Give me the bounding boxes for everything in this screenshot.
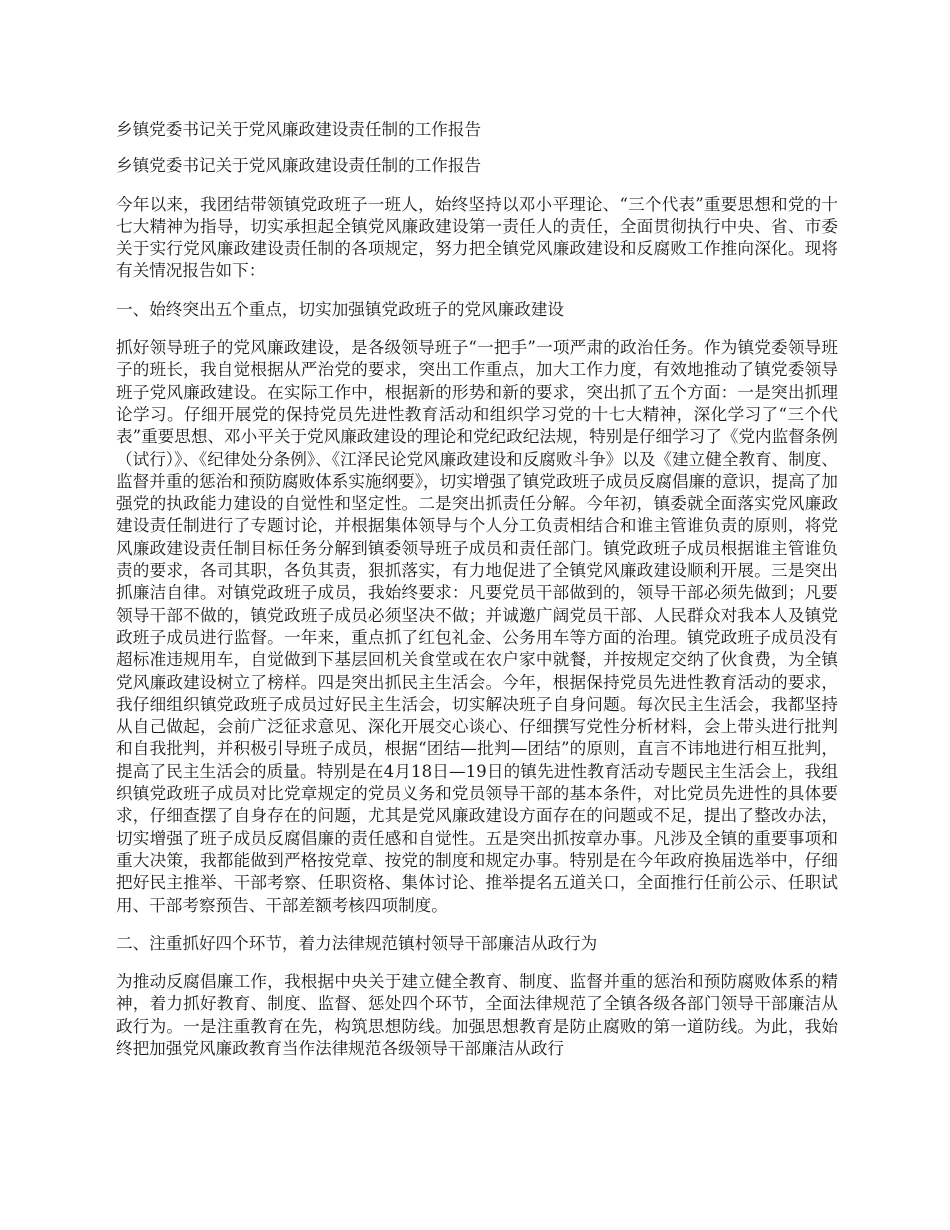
section-1-paragraph: 抓好领导班子的党风廉政建设，是各级领导班子“一把手”一项严肃的政治任务。作为镇党委领导班子的班长，我自觉根据从严治党的要求，突出工作重点，加大工作力度，有效地推动了镇党委领导班子党风廉政建设。在实际工作中，根据新的形势和新的要求，突出抓了五个方面：一是突出抓理论学习。仔细开展党的保持党员先进性教育活动和组织学习党的十七大精神，深化学习了“三个代表”重要思想、邓小平关于党风廉政建设的理论和党纪政纪法规，特别是仔细学习了《党内监督条例（试行）》、《纪律处分条例》、《江泽民论党风廉政建设和反腐败斗争》以及《建立健全教育、制度、监督并重的惩治和预防腐败体系实施纲要》，切实增强了镇党政班子成员反腐倡廉的意识，提高了加强党的执政能力建设的自觉性和坚定性。二是突出抓责任分解。今年初，镇委就全面落实党风廉政建设责任制进行了专题讨论，并根据集体领导与个人分工负责相结合和谁主管谁负责的原则，将党风廉政建设责任制目标任务分解到镇委领导班子成员和责任部门。镇党政班子成员根据谁主管谁负责的要求，各司其职，各负其责，狠抓落实，有力地促进了全镇党风廉政建设顺利开展。三是突出抓廉洁自律。对镇党政班子成员，我始终要求：凡要党员干部做到的，领导干部必须先做到；凡要领导干部不做的，镇党政班子成员必须坚决不做；并诚邀广阔党员干部、人民群众对我本人及镇党政班子成员进行监督。一年来，重点抓了红包礼金、公务用车等方面的治理。镇党政班子成员没有超标准违规用车，自觉做到下基层回机关食堂或在农户家中就餐，并按规定交纳了伙食费，为全镇党风廉政建设树立了榜样。四是突出抓民主生活会。今年，根据保持党员先进性教育活动的要求，我仔细组织镇党政班子成员过好民主生活会，切实解决班子自身问题。每次民主生活会，我都坚持从自己做起，会前广泛征求意见、深化开展交心谈心、仔细撰写党性分析材料，会上带头进行批判和自我批判，并积极引导班子成员，根据“团结—批判—团结”的原则，直言不讳地进行相互批判，提高了民主生活会的质量。特别是在4月18日—19日的镇先进性教育活动专题民主生活会上，我组织镇党政班子成员对比党章规定的党员义务和党员领导干部的基本条件，对比党员先进性的具体要求，仔细查摆了自身存在的问题，尤其是党风廉政建设方面存在的问题或不足，提出了整改办法，切实增强了班子成员反腐倡廉的责任感和自觉性。五是突出抓按章办事。凡涉及全镇的重要事项和重大决策，我都能做到严格按党章、按党的制度和规定办事。特别是在今年政府换届选举中，仔细把好民主推举、干部考察、任职资格、集体讨论、推举提名五道关口，全面推行任前公示、任职试用、干部考察预告、干部差额考核四项制度。 [116, 338, 839, 915]
document-subtitle: 乡镇党委书记关于党风廉政建设责任制的工作报告 [116, 156, 482, 176]
document-title: 乡镇党委书记关于党风廉政建设责任制的工作报告 [116, 120, 482, 139]
document-page [116, 119, 838, 1060]
section-2-paragraph: 为推动反腐倡廉工作，我根据中央关于建立健全教育、制度、监督并重的惩治和预防腐败体系的精神，着力抓好教育、制度、监督、惩处四个环节，全面法律规范了全镇各级各部门领导干部廉洁从政行为。一是注重教育在先，构筑思想防线。加强思想教育是防止腐败的第一道防线。为此，我始终把加强党风廉政教育当作法律规范各级领导干部廉洁从政行 [116, 972, 838, 1058]
section-2-heading: 二、注重抓好四个环节，着力法律规范镇村领导干部廉洁从政行为 [116, 933, 598, 953]
section-1-heading: 一、始终突出五个重点，切实加强镇党政班子的党风廉政建设 [116, 299, 565, 319]
intro-paragraph: 今年以来，我团结带领镇党政班子一班人，始终坚持以邓小平理论、“三个代表”重要思想和党的十七大精神为指导，切实承担起全镇党风廉政建设第一责任人的责任，全面贯彻执行中央、省、市委关于实行党风廉政建设责任制的各项规定，努力把全镇党风廉政建设和反腐败工作推向深化。现将有关情况报告如下： [116, 194, 838, 281]
